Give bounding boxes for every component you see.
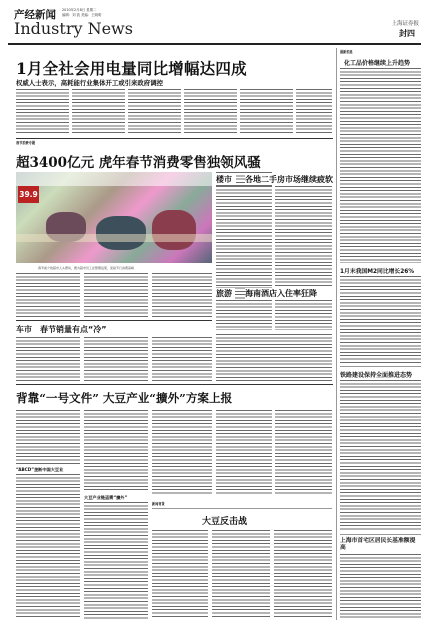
auto-headline: 春节销量有点“冷” [40, 325, 107, 334]
soy-body-b [16, 474, 80, 619]
sidebar-rule-sh [340, 534, 421, 535]
tourism-headline: 海南酒店入住率狂降 [245, 288, 320, 299]
lead-body-col1 [16, 89, 69, 135]
soy-war-body-a [152, 530, 208, 619]
sidebar-mid-headline: 1月末我国M2同比增长26% [340, 269, 415, 275]
soy-body-e [152, 410, 212, 496]
soy-body-c [84, 410, 148, 492]
tourism-body-a [216, 300, 272, 330]
soy-body-f [216, 410, 272, 496]
retail-body-c [152, 273, 212, 317]
masthead-rule [8, 43, 421, 45]
property-headline: 各地二手房市场继续疲软 [245, 174, 336, 185]
property-body-b [216, 186, 272, 286]
sidebar-sh-headline: 上海市首宅区居民长基准额提高 [340, 538, 416, 551]
brand-name: 产经新闻 [14, 9, 56, 21]
tourism-kicker: 旅游 [216, 288, 235, 299]
auto-kicker: 车市 [16, 325, 32, 334]
retail-photo [16, 172, 212, 263]
paper-name: 上海证券报 [391, 21, 419, 27]
soy-war-headline: 大豆反击战 [202, 517, 248, 527]
soy-body-d [84, 502, 148, 619]
retail-body-a [16, 273, 80, 317]
lead-body-col3 [128, 89, 181, 135]
property-body-a [275, 186, 332, 286]
auto-body-a [16, 337, 80, 381]
editor-line: 编辑：刘 凯 美编：王晓明 [62, 13, 102, 17]
tourism-body-b [275, 300, 332, 330]
soy-sidebar-label: 新闻背景 [152, 502, 165, 506]
sidebar-top-headline: 化工品价格继续上升趋势 [344, 60, 411, 67]
lead-subhead: 权威人士表示，高耗能行业集体开工或引来政府调控 [16, 79, 163, 87]
masthead [8, 6, 421, 42]
lead-headline: 1月全社会用电量同比增幅达四成 [16, 59, 247, 78]
divider-soy [16, 384, 333, 385]
date-line: 2010年2月8日 星期二 [62, 8, 97, 12]
property-kicker: 楼市 [216, 174, 236, 185]
retail-section-label: 春节消费专题 [16, 141, 36, 145]
sidebar-top-label: 最新消息 [340, 50, 353, 54]
soy-war-body-c [274, 530, 332, 619]
sidebar-rule-rail [340, 366, 421, 367]
soy-subsection-2: 大豆产业链亟需“擴外” [84, 495, 128, 500]
lead-body-col6 [296, 89, 332, 135]
retail-headline: 超3400亿元 虎年春节消费零售独领风骚 [16, 155, 261, 171]
sidebar-rail-headline: 铁路建设保持全面推进态势 [340, 372, 413, 379]
soy-body-g [275, 410, 332, 496]
soy-sidebar-rule [152, 508, 332, 509]
soy-body-a [16, 410, 80, 464]
sidebar-rail-body [340, 380, 421, 530]
sidebar-mid-body [340, 276, 421, 363]
soy-war-body-b [212, 530, 270, 619]
tourism-body-c [216, 334, 332, 381]
sidebar-divider [336, 48, 337, 620]
sidebar-sh-body [340, 554, 421, 620]
divider-auto [16, 320, 212, 321]
auto-body-c [152, 337, 212, 381]
lead-body-col4 [184, 89, 237, 135]
sidebar-top-body [340, 68, 421, 263]
soy-headline: 背靠“一号文件” 大豆产业“擴外”方案上报 [16, 391, 233, 405]
soy-subsection: “ABCD”垄断中国大豆业 [16, 467, 64, 472]
lead-body-col5 [240, 89, 293, 135]
divider-lead [16, 138, 333, 139]
retail-body-b [84, 273, 148, 317]
photo-price-sign: 39.9 [18, 186, 39, 203]
auto-body-b [84, 337, 148, 381]
photo-caption: 春节前夕的超市人头攒动，图为超市员工在整理货架，迎接节日消费高峰 [38, 266, 135, 270]
section-title: Industry News [14, 19, 133, 38]
lead-body-col2 [72, 89, 125, 135]
page-label: 封四 [399, 29, 415, 38]
